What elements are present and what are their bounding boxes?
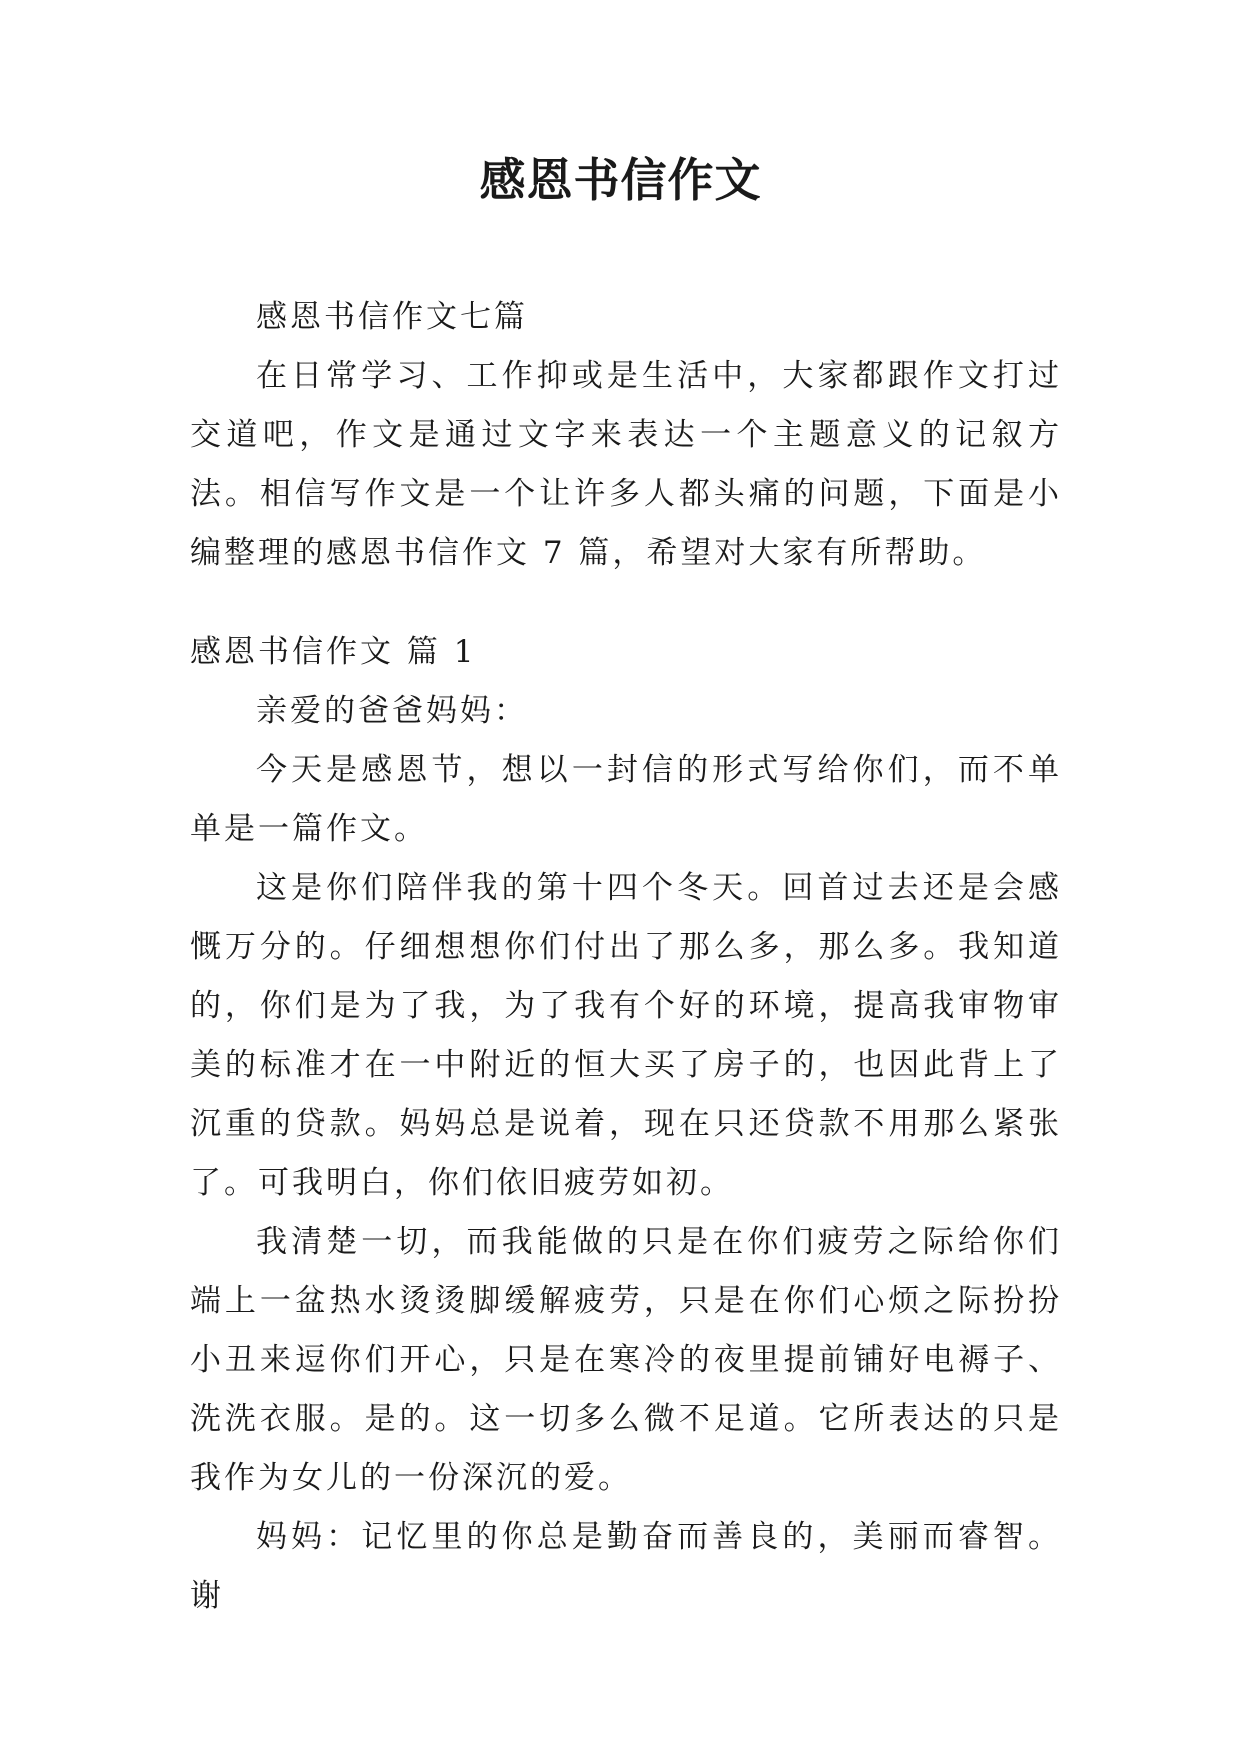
intro-paragraph: 在日常学习、工作抑或是生活中，大家都跟作文打过交道吧，作文是通过文字来表达一个主题意义的记叙方法。相信写作文是一个让许多人都头痛的问题，下面是小编整理的感恩书信作文 7 篇，希望对大家有所帮助。 — [190, 358, 1062, 571]
body-paragraph: 我清楚一切，而我能做的只是在你们疲劳之际给你们端上一盆热水烫烫脚缓解疲劳，只是在你们心烦之际扮扮小丑来逗你们开心，只是在寒冷的夜里提前铺好电褥子、洗洗衣服。是的。这一切多么微不足道。它所表达的只是我作为女儿的一份深沉的爱。 — [190, 1224, 1062, 1496]
document-body — [190, 288, 1062, 1626]
body-paragraph: 这是你们陪伴我的第十四个冬天。回首过去还是会感慨万分的。仔细想想你们付出了那么多，那么多。我知道的，你们是为了我，为了我有个好的环境，提高我审物审美的标准才在一中附近的恒大买了房子的，也因此背上了沉重的贷款。妈妈总是说着，现在只还贷款不用那么紧张了。可我明白，你们依旧疲劳如初。 — [190, 870, 1062, 1201]
document-subtitle: 感恩书信作文七篇 — [256, 299, 528, 335]
body-paragraph: 今天是感恩节，想以一封信的形式写给你们，而不单单是一篇作文。 — [190, 752, 1062, 847]
section-heading: 感恩书信作文 篇 1 — [190, 634, 477, 670]
body-paragraph: 妈妈：记忆里的你总是勤奋而善良的，美丽而睿智。谢 — [190, 1519, 1062, 1614]
salutation-paragraph: 亲爱的爸爸妈妈： — [256, 693, 528, 729]
document-title: 感恩书信作文 — [479, 153, 762, 207]
